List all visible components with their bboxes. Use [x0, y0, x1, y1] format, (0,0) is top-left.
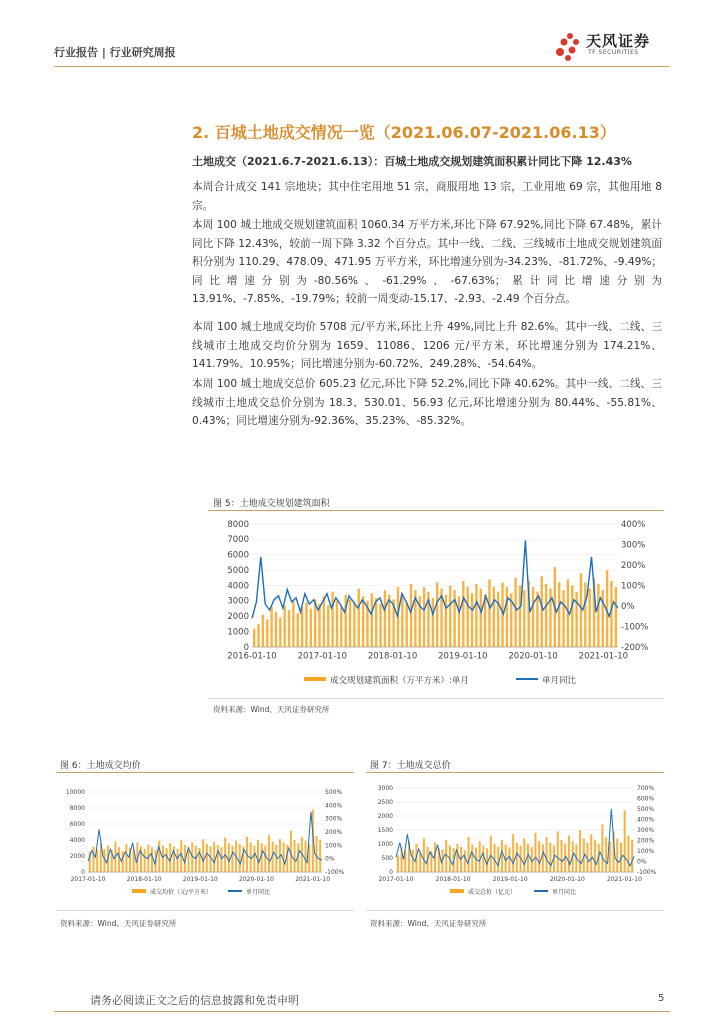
bar-mark — [471, 593, 473, 647]
bar-mark — [545, 584, 547, 647]
x-tick-label: 2018-01-10 — [367, 651, 418, 662]
bar-mark — [558, 582, 560, 647]
y-right-tick-label: 300% — [637, 827, 655, 834]
bar-mark — [412, 850, 414, 872]
y-right-tick-label: 0% — [637, 858, 647, 866]
footer-disclaimer: 请务必阅读正文之后的信息披露和免责申明 — [90, 994, 299, 1007]
paragraph-building-area: 本周 100 城土地成交规划建筑面积 1060.34 万平方米,环比下降 67.92%,同比下降 67.48%，累计同比下降 12.43%，较前一周下降 3.32 个百分点。其中一线、二线、三线城市土地成交规划建筑面积分别为 110.29、478.09、471.95 万平方米，环比增速分别为-34.23%、-81.72%、-9.49%；同比增速分别为-80.56%、-61.29%、-67.63%；累计同比增速分别为 13.91%、-7.85%、-19.79%；较前一周变动-15.17、-2.93、-2.49 个百分点。 — [192, 219, 662, 305]
bar-mark — [358, 589, 360, 647]
y-left-tick-label: 2000 — [69, 853, 85, 860]
y-right-tick-label: 400% — [325, 802, 343, 810]
bar-mark — [482, 845, 484, 872]
y-left-tick-label: 10000 — [65, 789, 85, 796]
bar-mark — [490, 836, 492, 872]
y-left-tick-label: 0 — [81, 869, 85, 876]
bar-mark — [209, 846, 211, 872]
bar-mark — [310, 609, 312, 647]
bar-mark — [541, 576, 543, 647]
bar-mark — [471, 845, 473, 872]
bar-mark — [590, 834, 592, 872]
bar-mark — [336, 601, 338, 647]
logo-icon — [548, 28, 584, 64]
bar-mark — [228, 843, 230, 872]
bar-mark — [512, 834, 514, 872]
bar-mark — [449, 586, 451, 648]
y-left-tick-label: 8000 — [227, 519, 249, 530]
bar-mark — [616, 838, 618, 872]
bar-mark — [305, 841, 307, 872]
fig5-top-rule — [208, 510, 664, 511]
bar-mark — [384, 590, 386, 647]
bar-mark — [467, 837, 469, 872]
bar-mark — [549, 589, 551, 647]
y-right-tick-label: 500% — [325, 789, 343, 796]
bar-mark — [615, 587, 617, 647]
fig5-source: 资料来源：Wind、天风证券研究所 — [213, 705, 330, 714]
y-left-tick-label: 1000 — [227, 627, 249, 638]
bar-mark — [575, 592, 577, 647]
y-right-tick-label: 200% — [621, 560, 646, 571]
y-right-tick-label: 500% — [637, 806, 655, 813]
fig7-title: 图 7：土地成交总价 — [370, 761, 451, 771]
bar-mark — [602, 590, 604, 647]
bar-mark — [353, 602, 355, 647]
bar-mark — [423, 838, 425, 872]
bar-mark — [432, 598, 434, 647]
bar-mark — [571, 586, 573, 648]
bar-mark — [514, 578, 516, 647]
bar-mark — [231, 846, 233, 872]
bar-mark — [588, 589, 590, 647]
y-left-tick-label: 2000 — [377, 813, 393, 820]
x-tick-label: 2020-01-10 — [549, 876, 585, 883]
bar-mark — [516, 843, 518, 872]
bar-mark — [597, 584, 599, 647]
bar-mark — [220, 847, 222, 872]
x-tick-label: 2021-01-10 — [295, 876, 331, 883]
bar-mark — [480, 589, 482, 647]
company-logo — [548, 28, 668, 64]
y-right-tick-label: 200% — [637, 837, 655, 845]
bar-mark — [213, 842, 215, 872]
y-left-tick-label: 3000 — [377, 785, 393, 792]
y-left-tick-label: 8000 — [69, 805, 85, 812]
bar-mark — [162, 846, 164, 872]
bar-mark — [206, 844, 208, 872]
bar-mark — [140, 846, 142, 872]
bar-mark — [292, 601, 294, 647]
bar-mark — [580, 573, 582, 647]
bar-mark — [456, 844, 458, 872]
bar-mark — [266, 619, 268, 647]
y-left-tick-label: 4000 — [227, 581, 249, 592]
bar-mark — [388, 595, 390, 647]
bar-mark — [371, 593, 373, 647]
bar-mark — [568, 836, 570, 872]
page-number: 5 — [658, 993, 665, 1004]
x-tick-label: 2016-01-10 — [227, 651, 277, 662]
y-right-tick-label: 300% — [325, 815, 343, 823]
y-right-tick-label: 0% — [621, 601, 635, 612]
y-left-tick-label: 6000 — [69, 821, 85, 828]
y-left-tick-label: 500 — [381, 855, 393, 862]
x-tick-label: 2018-01-10 — [435, 876, 471, 883]
fig6-source: 资料来源：Wind、天风证券研究所 — [60, 919, 177, 928]
bar-mark — [624, 810, 626, 872]
bar-mark — [151, 847, 153, 872]
bar-mark — [305, 602, 307, 647]
bar-mark — [534, 833, 536, 872]
page-header — [54, 32, 670, 64]
y-right-tick-label: 0% — [325, 855, 335, 863]
x-tick-label: 2020-01-10 — [239, 876, 274, 883]
legend-bar-label: 成交均价（元/平方米） — [150, 889, 213, 896]
fig6-bottom-rule — [56, 910, 354, 911]
bar-mark — [562, 590, 564, 647]
bar-mark — [275, 612, 277, 647]
y-right-tick-label: 200% — [325, 829, 343, 836]
x-tick-label: 2019-01-10 — [492, 876, 528, 883]
y-right-tick-label: 600% — [637, 795, 655, 803]
bar-mark — [262, 615, 264, 647]
bar-mark — [508, 847, 510, 872]
bar-mark — [279, 618, 281, 647]
legend-bar-label: 成交规划建筑面积（万平方米）:单月 — [330, 675, 469, 686]
bar-mark — [217, 845, 219, 872]
bar-mark — [177, 849, 179, 872]
y-right-tick-label: 700% — [637, 785, 655, 792]
bar-mark — [362, 596, 364, 647]
y-left-tick-label: 7000 — [227, 535, 249, 546]
bar-mark — [92, 846, 94, 872]
y-left-tick-label: 6000 — [227, 550, 249, 561]
bar-mark — [486, 848, 488, 872]
bar-mark — [493, 587, 495, 647]
bar-mark — [323, 596, 325, 647]
y-right-tick-label: 400% — [637, 816, 655, 824]
y-right-tick-label: 100% — [637, 848, 655, 855]
bar-mark — [445, 595, 447, 647]
x-tick-label: 2018-01-10 — [126, 876, 162, 883]
bar-mark — [436, 582, 438, 647]
fig7-chart — [366, 776, 664, 904]
bar-mark — [401, 593, 403, 647]
legend-line-label: 单月同比 — [542, 675, 577, 686]
bar-mark — [560, 840, 562, 872]
y-left-tick-label: 2000 — [227, 612, 249, 623]
bar-mark — [479, 841, 481, 872]
legend-line-label: 单月同比 — [552, 889, 577, 896]
bar-mark — [579, 830, 581, 872]
bar-mark — [283, 842, 285, 872]
bar-mark — [497, 847, 499, 872]
bar-mark — [464, 850, 466, 872]
x-tick-label: 2019-01-10 — [438, 651, 488, 662]
bar-mark — [497, 592, 499, 647]
bar-mark — [475, 584, 477, 647]
bar-mark — [257, 624, 259, 647]
bar-mark — [605, 837, 607, 872]
bar-mark — [379, 604, 381, 647]
bar-mark — [319, 840, 321, 872]
bar-mark — [288, 610, 290, 647]
bar-mark — [519, 586, 521, 648]
bar-mark — [423, 587, 425, 647]
y-right-tick-label: 100% — [325, 842, 343, 850]
y-right-tick-label: 400% — [621, 519, 646, 530]
bar-mark — [166, 848, 168, 872]
bar-mark — [253, 629, 255, 647]
y-left-tick-label: 1500 — [377, 827, 393, 834]
bar-mark — [594, 840, 596, 872]
bar-mark — [538, 841, 540, 872]
bar-mark — [405, 602, 407, 647]
legend-bar-swatch — [132, 889, 146, 893]
bar-mark — [494, 844, 496, 872]
bar-mark — [397, 855, 399, 872]
bar-mark — [419, 852, 421, 872]
bar-mark — [253, 846, 255, 872]
bar-mark — [532, 587, 534, 647]
bar-mark — [257, 840, 259, 872]
y-right-tick-label: 100% — [621, 581, 646, 592]
bar-mark — [125, 844, 127, 872]
fig6-top-rule — [56, 772, 354, 773]
bar-mark — [627, 836, 629, 872]
paragraph-deal-count: 本周合计成交 141 宗地块；其中住宅用地 51 宗，商服用地 13 宗，工业用地 69 宗，其他用地 8 宗。 — [192, 181, 662, 212]
y-right-tick-label: -100% — [637, 869, 657, 876]
bar-mark — [375, 598, 377, 647]
bar-mark — [506, 587, 508, 647]
legend-line-label: 单月同比 — [246, 889, 271, 896]
bar-mark — [239, 844, 241, 872]
y-right-tick-label: 300% — [621, 540, 646, 551]
bar-mark — [549, 843, 551, 872]
x-tick-label: 2019-01-10 — [182, 876, 218, 883]
fig7-top-rule — [366, 772, 664, 773]
legend-bar-label: 成交总价（亿元） — [468, 889, 517, 896]
bar-mark — [327, 605, 329, 647]
bar-mark — [294, 840, 296, 872]
legend-bar-swatch — [304, 677, 326, 681]
bar-mark — [316, 836, 318, 872]
bar-mark — [264, 846, 266, 872]
bar-mark — [523, 838, 525, 872]
bar-mark — [601, 824, 603, 872]
x-tick-label: 2021-01-10 — [607, 876, 642, 883]
fig7-source: 资料来源：Wind、天风证券研究所 — [370, 919, 487, 928]
x-tick-label: 2017-01-10 — [297, 651, 347, 662]
legend-bar-swatch — [450, 889, 464, 893]
footer-divider — [54, 1011, 670, 1012]
y-left-tick-label: 0 — [243, 642, 249, 653]
bar-mark — [458, 596, 460, 647]
x-tick-label: 2017-01-10 — [70, 876, 106, 883]
bar-mark — [523, 590, 525, 647]
fig5-bottom-rule — [208, 698, 664, 699]
bar-mark — [410, 584, 412, 647]
bar-mark — [557, 831, 559, 872]
bar-mark — [453, 590, 455, 647]
y-right-tick-label: -100% — [621, 622, 649, 633]
line-series-yoy — [88, 812, 322, 864]
logo-text: 天风证券 — [586, 32, 651, 50]
bar-mark — [488, 579, 490, 647]
bar-mark — [466, 587, 468, 647]
bar-mark — [301, 607, 303, 647]
bar-mark — [268, 835, 270, 872]
fig5-title: 图 5：土地成交规划建筑面积 — [213, 499, 330, 509]
bar-mark — [462, 581, 464, 647]
y-right-tick-label: -100% — [325, 869, 345, 876]
x-tick-label: 2021-01-10 — [578, 651, 629, 662]
y-left-tick-label: 2500 — [377, 799, 393, 806]
bar-mark — [283, 605, 285, 647]
summary-line: 土地成交（2021.6.7-2021.6.13）：百城土地成交规划建筑面积累计同比下降 12.43% — [192, 155, 632, 168]
bar-mark — [584, 582, 586, 647]
bar-mark — [144, 849, 146, 872]
bar-mark — [331, 592, 333, 647]
bar-mark — [631, 840, 633, 872]
paragraph-avg-price: 本周 100 城土地成交均价 5708 元/平方米,环比上升 49%,同比上升 82.6%。其中一线、二线、三线城市土地成交均价分别为 1659、11086、1206 元/平方米，环比增速分别为 174.21%、141.79%、10.95%；同比增速分别为-60.72%、249.28%、-54.64%。 — [192, 321, 662, 370]
fig5-chart — [208, 514, 664, 696]
fig6-title: 图 6：土地成交均价 — [60, 761, 141, 771]
y-left-tick-label: 4000 — [69, 837, 85, 844]
bar-mark — [501, 840, 503, 872]
x-tick-label: 2020-01-10 — [508, 651, 558, 662]
fig7-bottom-rule — [366, 910, 664, 911]
y-right-tick-label: -200% — [621, 642, 649, 653]
logo-subtext: TF SECURITIES — [588, 49, 639, 56]
y-left-tick-label: 0 — [389, 869, 393, 876]
y-left-tick-label: 5000 — [227, 565, 249, 576]
bar-mark — [349, 599, 351, 647]
bar-mark — [118, 847, 120, 872]
section-title: 2. 百城土地成交情况一览（2021.06.07-2021.06.13） — [192, 123, 616, 142]
bar-mark — [546, 837, 548, 872]
fig6-chart — [56, 776, 354, 904]
y-left-tick-label: 1000 — [377, 841, 393, 848]
paragraph-total-price: 本周 100 城土地成交总价 605.23 亿元,环比下降 52.2%,同比下降 40.62%。其中一线、二线、三线城市土地成交总价分别为 18.3、530.01、56.93 亿元,环比增速分别为 80.44%、-55.81%、0.43%；同比增速分别为-92.36%、35.23%、-85.32%。 — [192, 378, 662, 427]
bar-mark — [297, 613, 299, 647]
bar-mark — [202, 839, 204, 872]
bar-mark — [536, 592, 538, 647]
bar-mark — [122, 851, 124, 872]
x-tick-label: 2017-01-10 — [378, 876, 414, 883]
bar-mark — [340, 607, 342, 647]
bar-mark — [270, 607, 272, 647]
y-left-tick-label: 3000 — [227, 596, 249, 607]
header-divider — [54, 66, 670, 67]
bar-mark — [542, 845, 544, 872]
breadcrumb: 行业报告 | 行业研究周报 — [54, 46, 176, 59]
